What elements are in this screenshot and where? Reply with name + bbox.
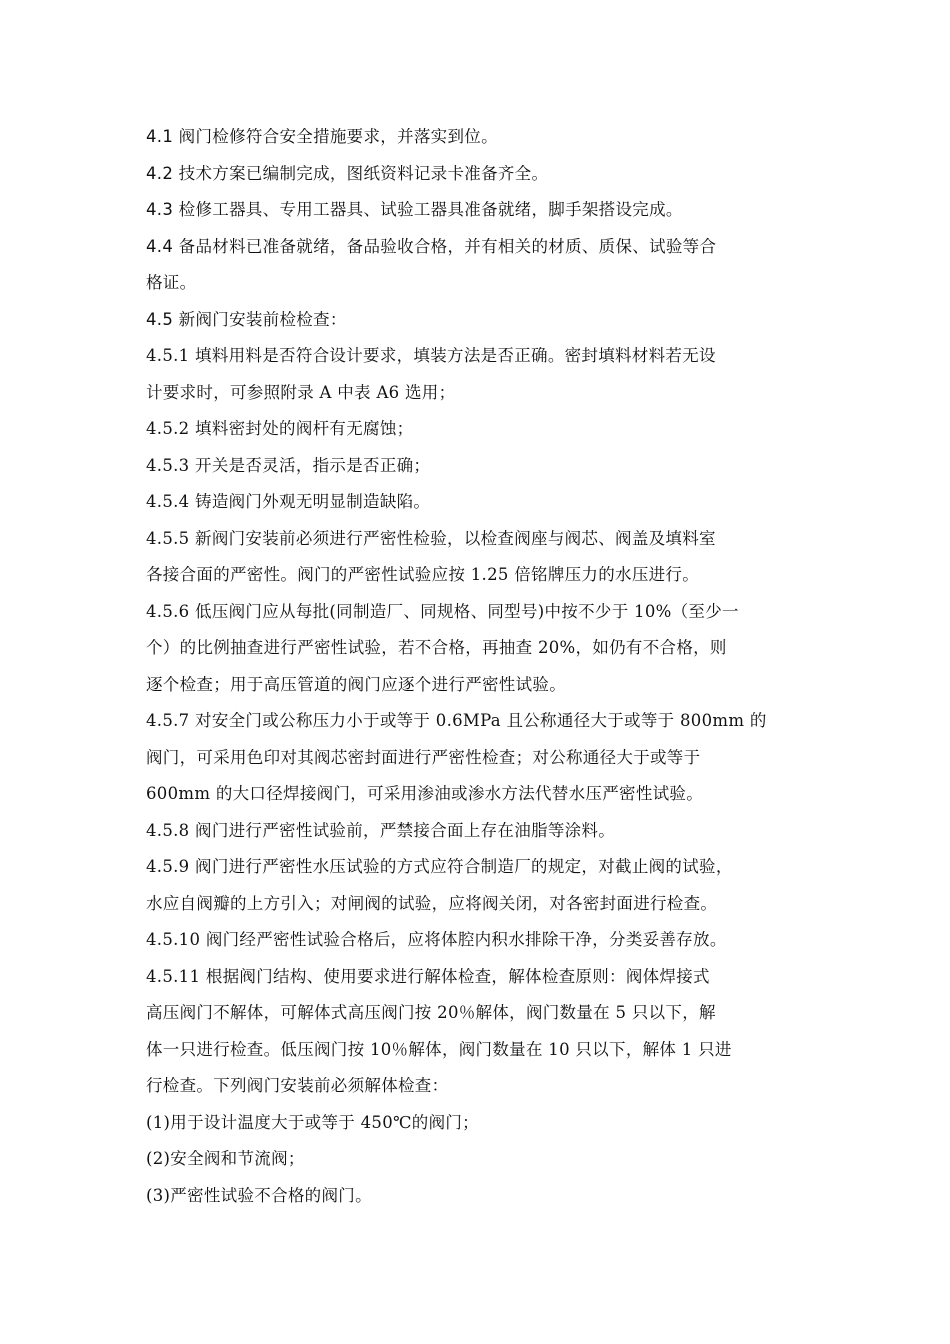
text-line: 4.5.11 根据阀门结构、使用要求进行解体检查，解体检查原则：阀体焊接式 [146,966,710,986]
paragraph-4-1 [146,119,836,156]
list-item-1 [146,1105,836,1142]
text-line: 逐个检查；用于高压管道的阀门应逐个进行严密性试验。 [146,674,566,694]
paragraph-4-5-8 [146,813,836,850]
paragraph-4-5-11 [146,959,836,1105]
text-line: 4.5.4 铸造阀门外观无明显制造缺陷。 [146,492,431,511]
paragraph-4-5-7 [146,703,836,813]
text-line: 4.5.7 对安全门或公称压力小于或等于 0.6MPa 且公称通径大于或等于 800mm 的 [146,711,767,730]
paragraph-4-3 [146,192,836,229]
text-line: 4.5.1 填料用料是否符合设计要求，填装方法是否正确。密封填料材料若无设 [146,346,716,365]
paragraph-4-5-2 [146,411,836,448]
text-line: 4.5.9 阀门进行严密性水压试验的方式应符合制造厂的规定，对截止阀的试验， [146,857,733,876]
paragraph-4-5 [146,302,836,339]
text-line: 4.2 技术方案已编制完成，图纸资料记录卡准备齐全。 [146,163,549,183]
paragraph-4-5-9 [146,849,836,922]
paragraph-4-5-4 [146,484,836,521]
text-line: 600mm 的大口径焊接阀门，可采用渗油或渗水方法代替水压严密性试验。 [146,784,704,803]
text-line: 个）的比例抽查进行严密性试验，若不合格，再抽查 20%，如仍有不合格，则 [146,638,727,657]
paragraph-4-4 [146,229,836,302]
text-line: 格证。 [146,273,197,292]
text-line: 4.5.2 填料密封处的阀杆有无腐蚀； [146,419,414,438]
text-line: 4.1 阀门检修符合安全措施要求，并落实到位。 [146,127,498,146]
text-line: 4.4 备品材料已准备就绪，备品验收合格，并有相关的材质、质保、试验等合 [146,236,717,256]
text-line: 计要求时，可参照附录 A 中表 A6 选用； [146,382,456,402]
text-line: 4.5 新阀门安装前检检查： [146,309,347,329]
text-line: 水应自阀瓣的上方引入；对闸阀的试验，应将阀关闭，对各密封面进行检查。 [146,893,718,913]
text-line: 行检查。下列阀门安装前必须解体检查： [146,1076,449,1095]
paragraph-4-5-6 [146,594,836,704]
paragraph-4-5-1 [146,338,836,411]
text-line: (1)用于设计温度大于或等于 450℃的阀门； [146,1112,479,1132]
document-body [146,119,836,1214]
text-line: 4.5.10 阀门经严密性试验合格后，应将体腔内积水排除干净，分类妥善存放。 [146,930,727,949]
text-line: 4.3 检修工器具、专用工器具、试验工器具准备就绪，脚手架搭设完成。 [146,200,683,219]
text-line: 各接合面的严密性。阀门的严密性试验应按 1.25 倍铭牌压力的水压进行。 [146,565,700,584]
text-line: (2)安全阀和节流阀； [146,1149,305,1168]
paragraph-4-5-5 [146,521,836,594]
text-line: (3)严密性试验不合格的阀门。 [146,1185,372,1205]
list-item-2 [146,1141,836,1178]
paragraph-4-5-3 [146,448,836,485]
text-line: 4.5.8 阀门进行严密性试验前，严禁接合面上存在油脂等涂料。 [146,820,616,840]
list-item-3 [146,1178,836,1215]
text-line: 4.5.6 低压阀门应从每批(同制造厂、同规格、同型号)中按不少于 10%（至少一 [146,601,739,621]
paragraph-4-2 [146,156,836,193]
text-line: 高压阀门不解体，可解体式高压阀门按 20％解体，阀门数量在 5 只以下，解 [146,1003,716,1022]
text-line: 4.5.3 开关是否灵活，指示是否正确； [146,455,431,475]
text-line: 体一只进行检查。低压阀门按 10％解体，阀门数量在 10 只以下，解体 1 只进 [146,1039,732,1059]
paragraph-4-5-10 [146,922,836,959]
text-line: 阀门，可采用色印对其阀芯密封面进行严密性检查；对公称通径大于或等于 [146,747,701,767]
text-line: 4.5.5 新阀门安装前必须进行严密性检验，以检查阀座与阀芯、阀盖及填料室 [146,528,716,548]
